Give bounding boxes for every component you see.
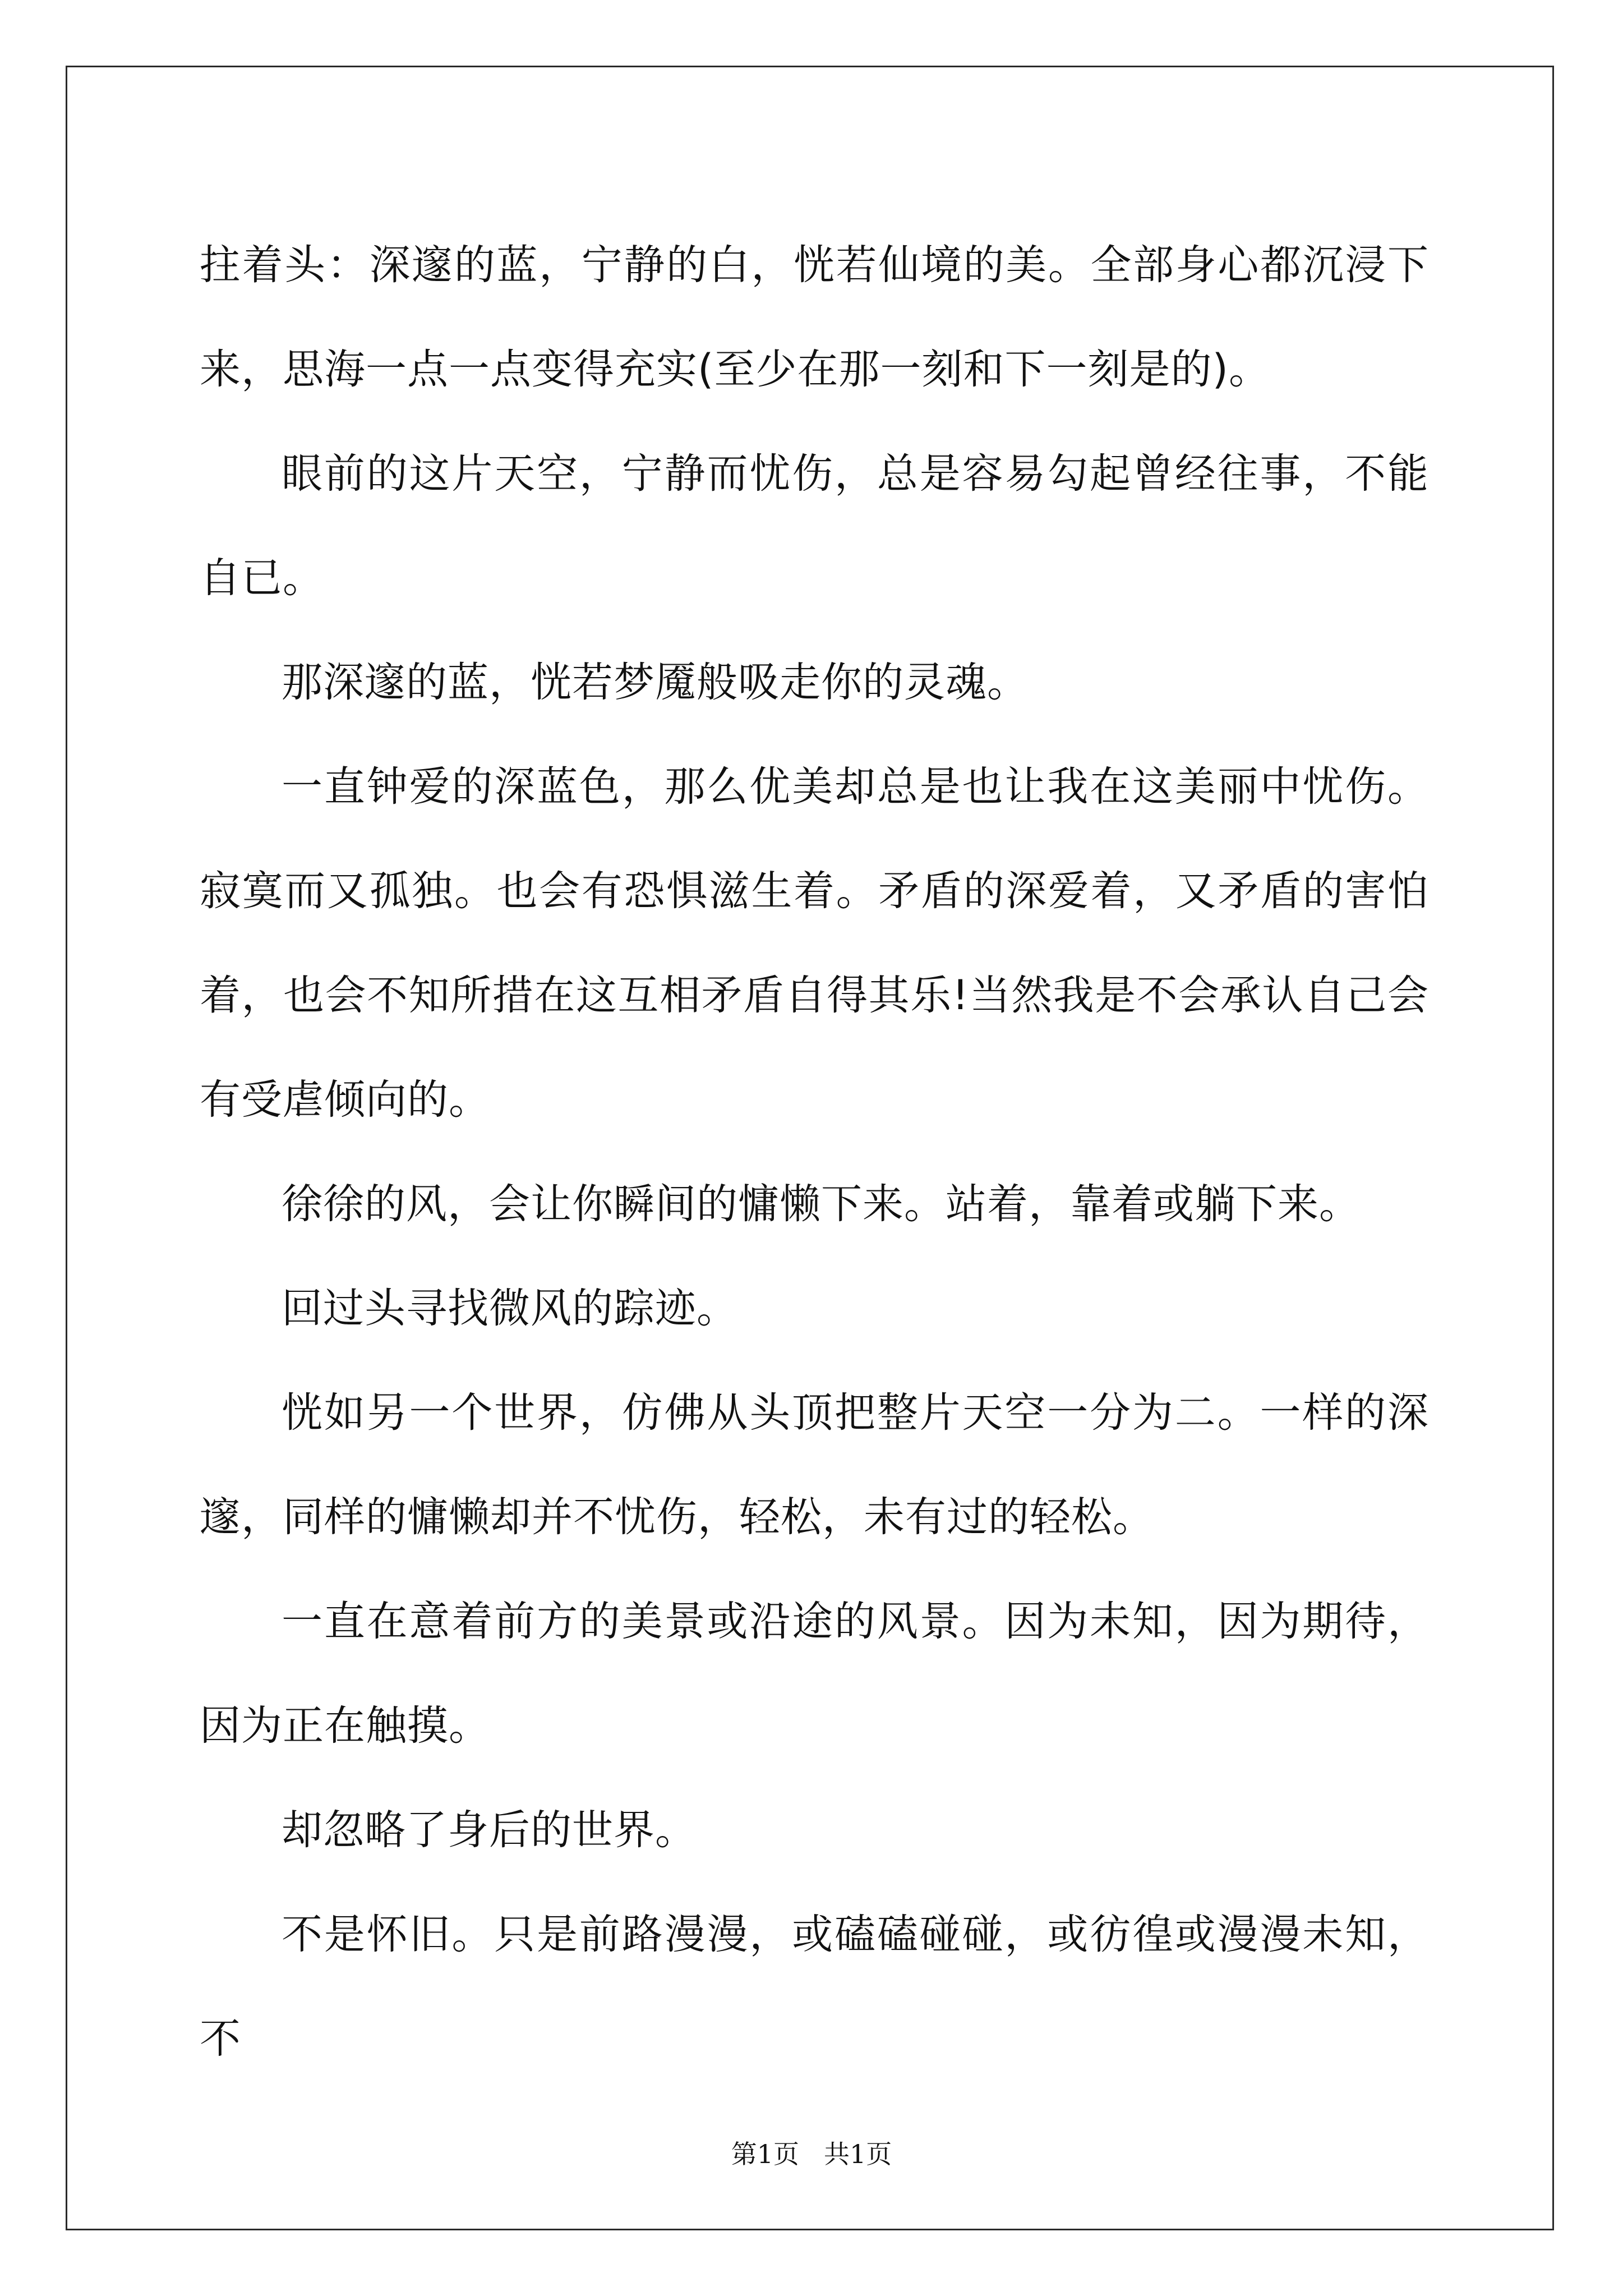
paragraph-2: 眼前的这片天空，宁静而忧伤，总是容易勾起曾经往事，不能自已。: [200, 450, 1429, 602]
paragraph-10: 不是怀旧。只是前路漫漫，或磕磕碰碰，或彷徨或漫漫未知，不: [200, 1911, 1429, 2063]
paragraph-7: 恍如另一个世界，仿佛从头顶把整片天空一分为二。一样的深邃，同样的慵懒却并不忧伤，轻松，未有过的轻松。: [200, 1389, 1429, 1541]
paragraph-4: 一直钟爱的深蓝色，那么优美却总是也让我在这美丽中忧伤。寂寞而又孤独。也会有恐惧滋生着。矛盾的深爱着，又矛盾的害怕着，也会不知所措在这互相矛盾自得其乐!当然我是不会承认自己会有受虐倾向的。: [200, 763, 1429, 1124]
page-total: 共1页: [823, 2139, 892, 2169]
paragraph-8: 一直在意着前方的美景或沿途的风景。因为未知，因为期待，因为正在触摸。: [200, 1598, 1429, 1750]
paragraph-5: 徐徐的风，会让你瞬间的慵懒下来。站着，靠着或躺下来。: [282, 1180, 1361, 1228]
paragraph-1: 拄着头：深邃的蓝，宁静的白，恍若仙境的美。全部身心都沉浸下来，思海一点一点变得充实(至少在那一刻和下一刻是的)。: [200, 241, 1429, 393]
page-number: 第1页: [731, 2139, 800, 2169]
document-body: [200, 213, 1429, 2091]
page-footer: [0, 2137, 1623, 2171]
paragraph-9: 却忽略了身后的世界。: [282, 1806, 697, 1854]
paragraph-6: 回过头寻找微风的踪迹。: [282, 1285, 738, 1332]
paragraph-3: 那深邃的蓝，恍若梦魇般吸走你的灵魂。: [282, 659, 1029, 706]
